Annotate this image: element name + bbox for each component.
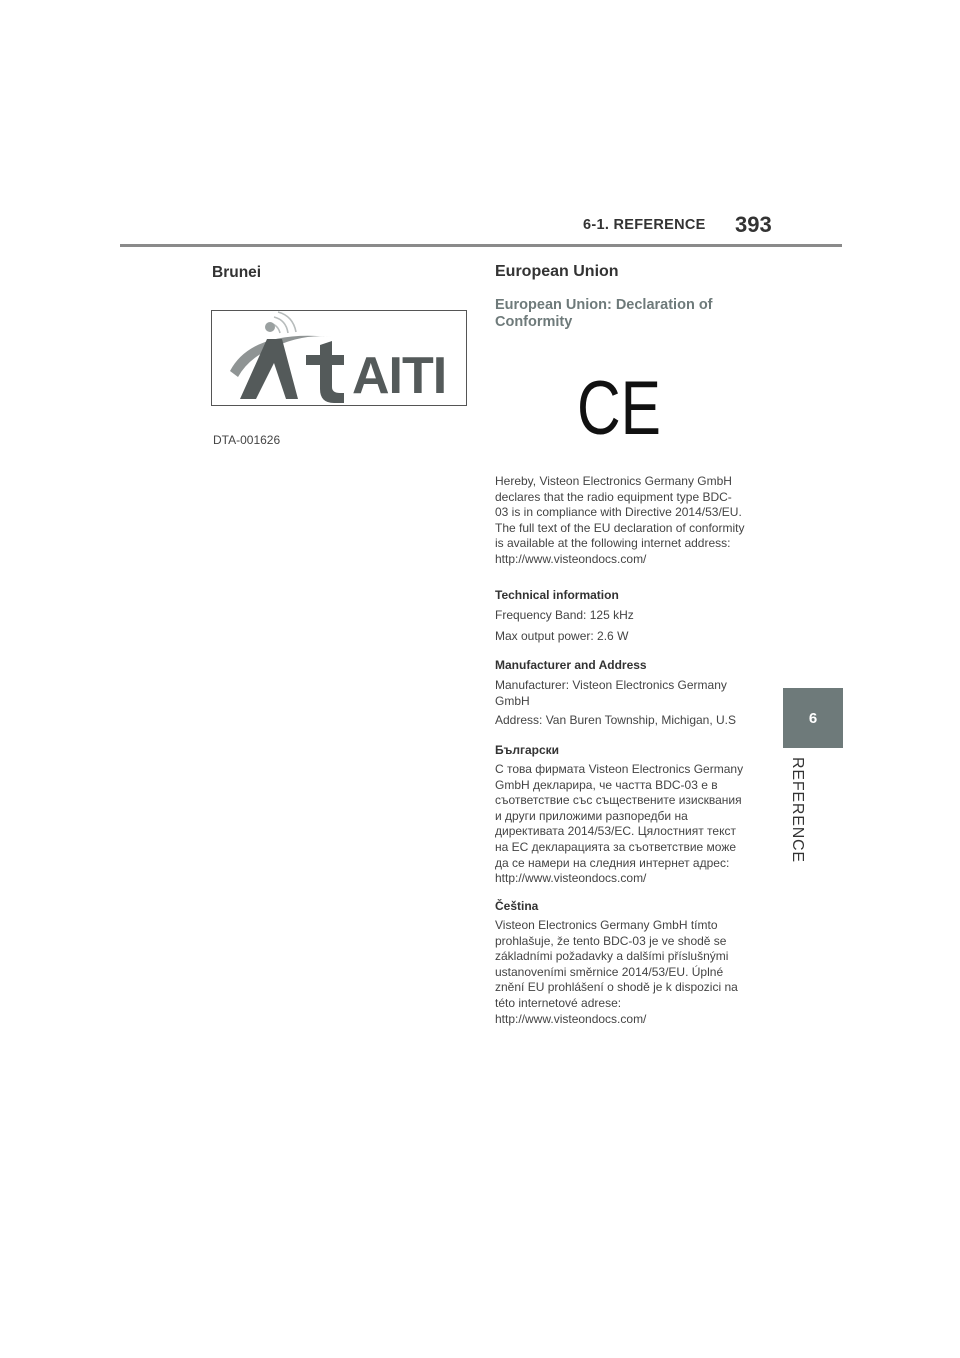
manufacturer-heading: Manufacturer and Address	[495, 658, 647, 672]
tech-power: Max output power: 2.6 W	[495, 629, 629, 643]
eu-declaration-text: Hereby, Visteon Electronics Germany GmbH declares that the radio equipment type BDC-03 is in compliance with Directive 2014/53/EU. The full text of the EU declaration of conformity is available at the following internet address: http://www.visteondocs.com/	[495, 474, 745, 566]
manufacturer-name: Manufacturer: Visteon Electronics Germany GmbH	[495, 678, 727, 708]
aiti-logo-graphic	[212, 311, 466, 405]
chapter-side-label	[786, 757, 806, 863]
section-heading-brunei: Brunei	[212, 264, 262, 281]
manufacturer-address: Address: Van Buren Township, Michigan, U.S	[495, 713, 737, 727]
chapter-tab: 6	[783, 688, 843, 748]
ce-mark-graphic	[577, 366, 663, 451]
section-heading-eu: European Union	[495, 263, 619, 280]
aiti-logo	[211, 310, 467, 406]
bulgarian-text: С това фирмата Visteon Electronics Germany GmbH декларира, че частта BDC-03 е в съответствие със съществените изисквания и други приложими разпоредби на директивата 2014/53/ЕС. Цялостният текст на ЕС декларацията за съответствие може да се намери на следния интернет адрес: http://www.visteondocs.com/	[495, 762, 744, 886]
subsection-heading-doc: European Union: Declaration of Conformity	[495, 297, 713, 330]
ce-mark-icon	[577, 366, 663, 451]
chapter-side-label-text: REFERENCE	[789, 757, 806, 863]
czech-heading: Čeština	[495, 899, 539, 913]
tech-frequency: Frequency Band: 125 kHz	[495, 608, 634, 622]
czech-text: Visteon Electronics Germany GmbH tímto prohlašuje, že tento BDC-03 je ve shodě se základními požadavky a dalšími příslušnými ustanoveními směrnice 2014/53/EU. Úplné znění EU prohlášení o shodě je k dispozici na této internetové adrese: http://www.visteondocs.com/	[495, 918, 738, 1026]
ce-mark-text: CE	[577, 366, 661, 451]
running-header-section: 6-1. REFERENCE	[583, 217, 706, 233]
tech-info-heading: Technical information	[495, 588, 619, 602]
image-caption: DTA-001626	[213, 433, 281, 447]
bulgarian-heading: Български	[495, 743, 560, 757]
header-divider	[120, 244, 842, 247]
aiti-logo-text: AITI	[352, 347, 447, 405]
page-number: 393	[735, 212, 772, 237]
